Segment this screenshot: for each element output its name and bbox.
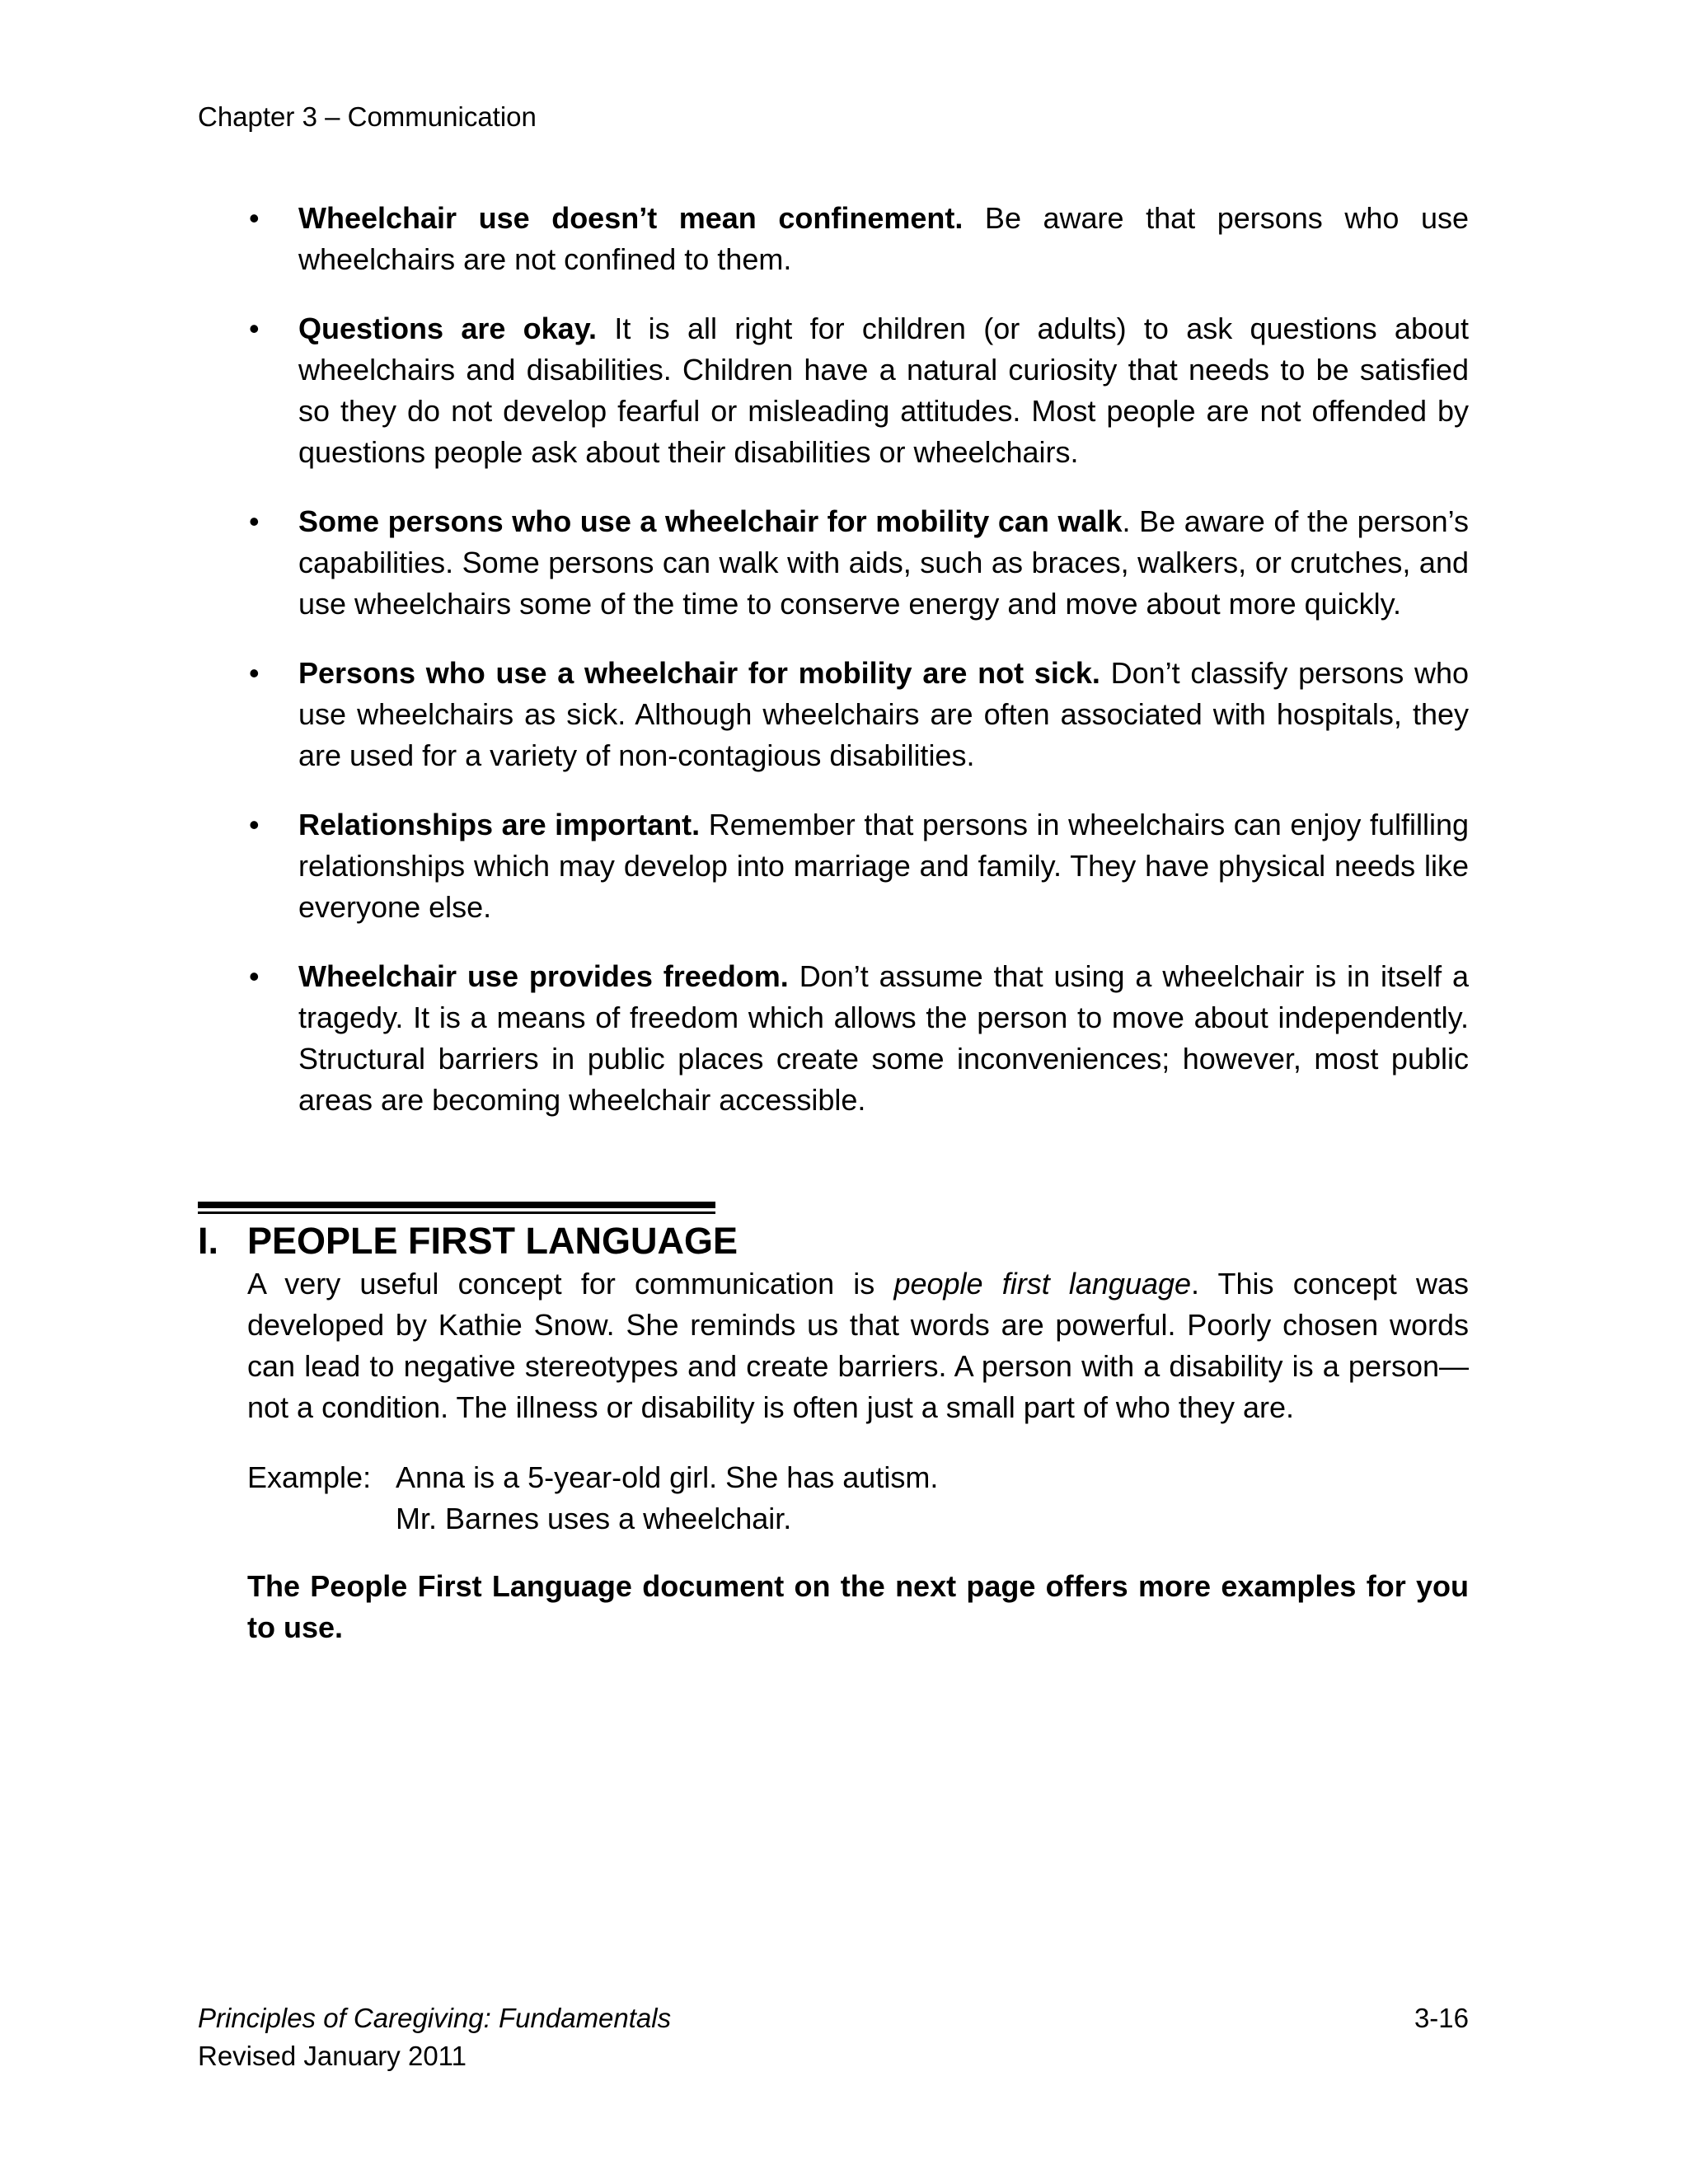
section-heading <box>198 1218 738 1264</box>
bullet-lead: Some persons who use a wheelchair for mobility can walk <box>298 504 1123 538</box>
list-item <box>198 956 1469 1121</box>
bullet-icon: • <box>249 959 260 993</box>
bullet-text: . Be aware of the person’s capabilities. Some persons can walk with aids, such as braces, walkers, or crutches, and use wheelchairs some of the time to conserve energy and move about more quickly. <box>298 504 1469 621</box>
section-divider-thin <box>198 1212 715 1214</box>
section-paragraph <box>247 1263 1469 1428</box>
bullet-icon: • <box>249 504 260 538</box>
bullet-list <box>198 198 1469 1149</box>
list-item <box>198 501 1469 625</box>
list-item <box>198 308 1469 473</box>
closing-statement: The People First Language document on the next page offers more examples for you to use. <box>247 1569 1469 1644</box>
paragraph-text: . This concept was developed by Kathie Snow. She reminds us that words are powerful. Poorly chosen words can lead to negative stereotypes and create barriers. A person with a disability is a person—not a condition. The illness or disability is often just a small part of who they are. <box>247 1267 1469 1424</box>
bullet-lead: Questions are okay. <box>298 312 598 345</box>
bullet-lead: Persons who use a wheelchair for mobility are not sick. <box>298 656 1100 690</box>
bullet-text: Don’t classify persons who use wheelchairs as sick. Although wheelchairs are often associated with hospitals, they are used for a variety of non-contagious disabilities. <box>298 656 1469 772</box>
bullet-lead: Wheelchair use provides freedom. <box>298 959 789 993</box>
section-divider <box>198 1202 715 1208</box>
example-line: Anna is a 5-year-old girl. She has autism. <box>396 1460 939 1494</box>
bullet-text: Be aware that persons who use wheelchairs are not confined to them. <box>298 201 1469 276</box>
list-item <box>198 804 1469 928</box>
bullet-lead: Wheelchair use doesn’t mean confinement. <box>298 201 964 235</box>
page-number: 3-16 <box>1414 2003 1469 2033</box>
section-title: PEOPLE FIRST LANGUAGE <box>247 1220 738 1262</box>
bullet-icon: • <box>249 201 260 235</box>
running-head: Chapter 3 – Communication <box>198 101 537 132</box>
bullet-text: It is all right for children (or adults) to ask questions about wheelchairs and disabilities. Children have a natural curiosity that needs to be satisfied so they do not develop fearful or misleading attitudes. Most people are not offended by questions people ask about their disabilities or wheelchairs. <box>298 312 1470 469</box>
example-line: Mr. Barnes uses a wheelchair. <box>396 1502 792 1535</box>
bullet-text: Remember that persons in wheelchairs can enjoy fulfilling relationships which may develop into marriage and family. They have physical needs like everyone else. <box>298 808 1469 924</box>
paragraph-emphasis: people first language <box>893 1267 1192 1301</box>
footer-title: Principles of Caregiving: Fundamentals <box>198 2003 672 2033</box>
footer-revision: Revised January 2011 <box>198 2041 467 2071</box>
bullet-text: Don’t assume that using a wheelchair is in itself a tragedy. It is a means of freedom which allows the person to move about independently. Structural barriers in public places create some inconveniences; however, most public areas are becoming wheelchair accessible. <box>298 959 1469 1117</box>
paragraph-text: A very useful concept for communication is <box>247 1267 894 1301</box>
bullet-lead: Relationships are important. <box>298 808 701 841</box>
bullet-icon: • <box>249 808 260 841</box>
section-number: I. <box>198 1220 219 1262</box>
bullet-icon: • <box>249 312 260 345</box>
list-item <box>198 653 1469 776</box>
bullet-icon: • <box>249 656 260 690</box>
list-item <box>198 198 1469 280</box>
example-label: Example: <box>247 1460 372 1494</box>
